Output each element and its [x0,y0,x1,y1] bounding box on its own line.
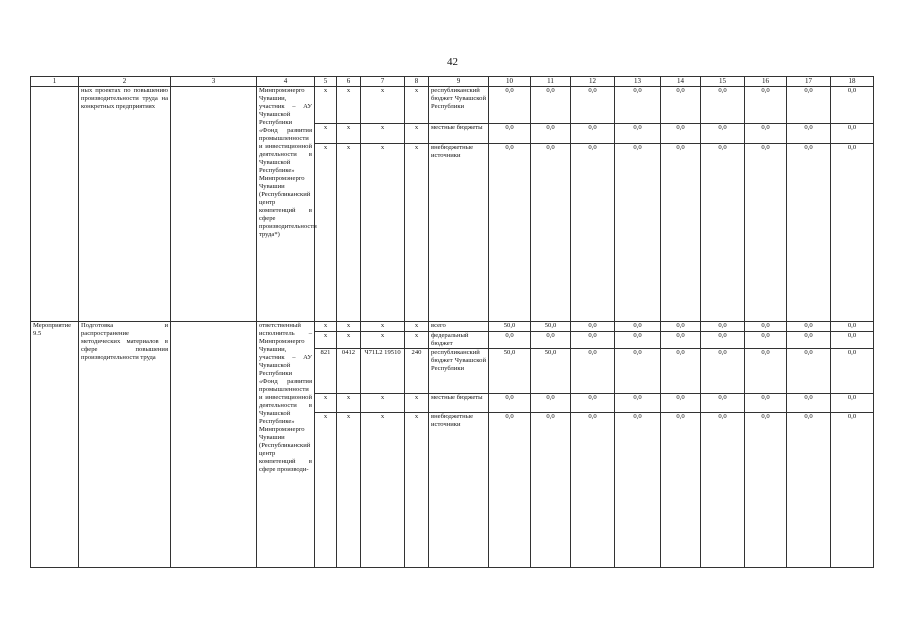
amount-cell: 0,0 [745,124,787,144]
amount-cell: 0,0 [661,124,701,144]
funding-source-cell: местные бюджеты [429,124,489,144]
column-number-header: 2 [79,77,171,87]
column-number-header: 11 [531,77,571,87]
amount-cell: 0,0 [661,322,701,332]
budget-code-cell: x [337,413,361,568]
budget-code-cell: x [361,413,405,568]
amount-cell: 0,0 [571,394,615,413]
funding-source-cell: республиканский бюджет Чувашской Республики [429,87,489,124]
amount-cell: 0,0 [831,322,874,332]
funding-source-cell: внебюджетные источники [429,144,489,322]
amount-cell: 0,0 [787,322,831,332]
amount-cell: 0,0 [571,413,615,568]
budget-code-cell: x [315,332,337,349]
budget-code-cell: x [315,144,337,322]
amount-cell: 0,0 [787,87,831,124]
budget-code-cell: x [315,394,337,413]
column-number-header: 8 [405,77,429,87]
funding-source-cell: федеральный бюджет [429,332,489,349]
activity-col2-cell: Подготовка и распространение методических материалов в сфере повышения производительности труда [79,322,171,568]
budget-code-cell: 821 [315,349,337,394]
amount-cell: 0,0 [701,322,745,332]
column-number-header: 13 [615,77,661,87]
page-number: 42 [447,56,458,68]
column-number-header: 5 [315,77,337,87]
amount-cell: 0,0 [831,349,874,394]
budget-code-cell: 0412 [337,349,361,394]
budget-code-cell: x [405,413,429,568]
column-number-header: 10 [489,77,531,87]
column-number-header: 12 [571,77,615,87]
amount-cell: 0,0 [661,349,701,394]
amount-cell: 0,0 [701,144,745,322]
budget-code-cell: Ч71L2 19510 [361,349,405,394]
activity-col1-cell [31,87,79,322]
amount-cell: 50,0 [489,349,531,394]
column-number-header: 1 [31,77,79,87]
activity-col3-cell [171,322,257,568]
activity-col4-cell: ответственный исполнитель – Минпромэнерго Чувашии, участник – АУ Чувашской Республики «Фонд развития промышленности и инвестиционной деятельности в Чувашской Республике» Минпромэнерго Чувашии (Республиканский центр компетенций в сфере производи- [257,322,315,568]
column-number-header: 17 [787,77,831,87]
amount-cell: 0,0 [571,87,615,124]
column-number-header: 14 [661,77,701,87]
funding-source-cell: всего [429,322,489,332]
budget-code-cell: x [361,144,405,322]
activity-col4-cell: Минпромэнерго Чувашии, участник – АУ Чувашской Республики «Фонд развития промышленности и инвестиционной деятельности в Чувашской Республике» Минпромэнерго Чувашии (Республиканский центр компетенций в сфере производительности труда*) [257,87,315,322]
amount-cell: 0,0 [831,87,874,124]
amount-cell: 0,0 [615,394,661,413]
budget-code-cell: x [315,124,337,144]
amount-cell: 0,0 [489,413,531,568]
amount-cell: 0,0 [831,413,874,568]
column-number-header: 6 [337,77,361,87]
budget-table [30,76,874,568]
amount-cell: 0,0 [701,87,745,124]
amount-cell: 0,0 [489,332,531,349]
column-number-header: 16 [745,77,787,87]
amount-cell: 0,0 [787,349,831,394]
column-number-header: 4 [257,77,315,87]
amount-cell: 0,0 [571,332,615,349]
amount-cell: 0,0 [701,349,745,394]
amount-cell: 0,0 [615,124,661,144]
amount-cell: 0,0 [615,349,661,394]
amount-cell: 0,0 [745,87,787,124]
budget-code-cell: x [405,322,429,332]
amount-cell: 0,0 [661,413,701,568]
budget-code-cell: x [405,124,429,144]
budget-code-cell: x [337,394,361,413]
amount-cell: 0,0 [571,144,615,322]
amount-cell: 0,0 [489,87,531,124]
amount-cell: 0,0 [745,332,787,349]
amount-cell: 0,0 [661,394,701,413]
budget-code-cell: x [361,124,405,144]
amount-cell: 0,0 [571,124,615,144]
amount-cell: 0,0 [615,87,661,124]
budget-code-cell: x [361,332,405,349]
amount-cell: 0,0 [831,332,874,349]
amount-cell: 0,0 [831,124,874,144]
amount-cell: 0,0 [701,124,745,144]
budget-code-cell: x [405,87,429,124]
amount-cell: 0,0 [661,332,701,349]
funding-source-cell: местные бюджеты [429,394,489,413]
amount-cell: 0,0 [615,322,661,332]
amount-cell: 0,0 [615,413,661,568]
amount-cell: 0,0 [701,413,745,568]
amount-cell: 0,0 [745,394,787,413]
funding-source-cell: республиканский бюджет Чувашской Республики [429,349,489,394]
amount-cell: 0,0 [787,394,831,413]
amount-cell: 0,0 [745,413,787,568]
amount-cell: 0,0 [831,144,874,322]
amount-cell: 0,0 [787,124,831,144]
budget-code-cell: 240 [405,349,429,394]
budget-code-cell: x [337,87,361,124]
budget-code-cell: x [361,322,405,332]
activity-col1-cell: Мероприятие 9.5 [31,322,79,568]
budget-code-cell: x [337,322,361,332]
amount-cell: 0,0 [531,332,571,349]
amount-cell: 0,0 [531,87,571,124]
amount-cell: 0,0 [571,322,615,332]
column-number-header: 7 [361,77,405,87]
amount-cell: 0,0 [831,394,874,413]
amount-cell: 0,0 [787,332,831,349]
budget-code-cell: x [337,124,361,144]
amount-cell: 0,0 [615,144,661,322]
budget-code-cell: x [361,87,405,124]
amount-cell: 50,0 [531,322,571,332]
amount-cell: 0,0 [745,349,787,394]
funding-source-cell: внебюджетные источники [429,413,489,568]
column-number-row [31,77,874,87]
column-number-header: 3 [171,77,257,87]
budget-code-cell: x [405,394,429,413]
amount-cell: 0,0 [531,144,571,322]
budget-code-cell: x [361,394,405,413]
amount-cell: 50,0 [489,322,531,332]
activity-col2-cell: ных проектах по повышению производительности труда на конкретных предприятиях [79,87,171,322]
amount-cell: 0,0 [489,394,531,413]
amount-cell: 0,0 [531,413,571,568]
amount-cell: 0,0 [787,413,831,568]
amount-cell: 0,0 [531,394,571,413]
amount-cell: 0,0 [661,87,701,124]
budget-code-cell: x [337,144,361,322]
amount-cell: 0,0 [489,144,531,322]
budget-code-cell: x [315,413,337,568]
activity-col3-cell [171,87,257,322]
amount-cell: 0,0 [787,144,831,322]
budget-code-cell: x [315,87,337,124]
amount-cell: 50,0 [531,349,571,394]
budget-code-cell: x [315,322,337,332]
table-row [31,322,874,332]
amount-cell: 0,0 [701,332,745,349]
amount-cell: 0,0 [745,144,787,322]
amount-cell: 0,0 [489,124,531,144]
budget-code-cell: x [405,332,429,349]
amount-cell: 0,0 [745,322,787,332]
amount-cell: 0,0 [701,394,745,413]
amount-cell: 0,0 [571,349,615,394]
table-row [31,87,874,124]
budget-code-cell: x [405,144,429,322]
column-number-header: 9 [429,77,489,87]
amount-cell: 0,0 [531,124,571,144]
column-number-header: 18 [831,77,874,87]
budget-code-cell: x [337,332,361,349]
amount-cell: 0,0 [615,332,661,349]
column-number-header: 15 [701,77,745,87]
amount-cell: 0,0 [661,144,701,322]
